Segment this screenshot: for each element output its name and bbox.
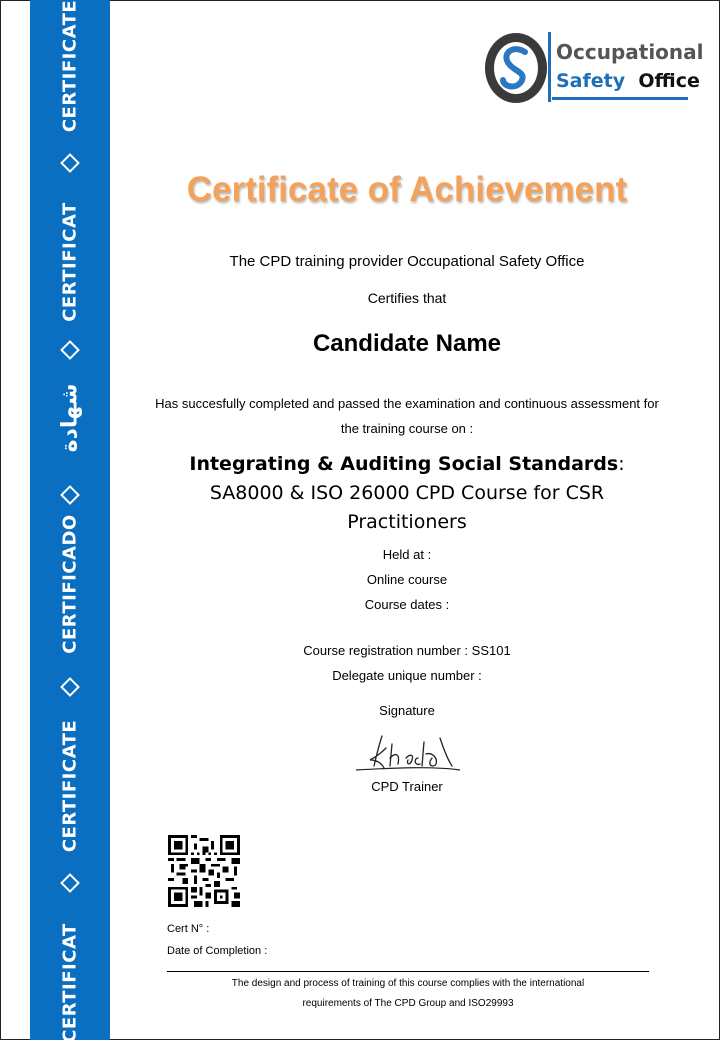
sidebar-word: CERTIFICATE — [59, 719, 81, 853]
signature-label: Signature — [379, 703, 435, 718]
held-at-label: Held at : — [382, 547, 432, 562]
sidebar-word: CERTIFICATE — [59, 0, 81, 133]
course-colon: : — [618, 453, 625, 475]
completion-line-2: the training course on : — [340, 421, 474, 436]
sidebar-word: CERTIFICADO — [59, 514, 81, 654]
course-title-line-2: SA8000 & ISO 26000 CPD Course for CSR — [209, 482, 605, 504]
completion-line-1: Has succesfully completed and passed the examination and continuous assessment for — [155, 396, 659, 411]
signature-icon — [352, 730, 464, 778]
provider-line: The CPD training provider Occupational Safety Office — [229, 253, 585, 270]
sidebar-word: CERTIFICAT — [59, 923, 81, 1043]
logo-underline — [552, 97, 688, 100]
course-dates-label: Course dates : — [364, 597, 450, 612]
certificate-title: Certificate of Achievement — [186, 170, 628, 209]
footer-line-2: requirements of The CPD Group and ISO29993 — [302, 998, 514, 1009]
logo-safety: Safety — [556, 70, 626, 92]
footer-divider — [167, 971, 649, 972]
logo-safety-office — [556, 70, 700, 92]
logo-occupational: Occupational — [556, 40, 704, 64]
candidate-name: Candidate Name — [312, 330, 502, 357]
delegate-number: Delegate unique number : — [332, 668, 482, 683]
sidebar-word: شهادة — [57, 383, 83, 453]
footer-line-1: The design and process of training of this course complies with the international — [231, 978, 585, 989]
course-name-bold: Integrating & Auditing Social Standards — [189, 453, 619, 475]
course-title — [130, 450, 684, 537]
logo-office: Office — [638, 70, 700, 92]
date-of-completion: Date of Completion : — [167, 945, 268, 957]
trainer-label: CPD Trainer — [371, 779, 443, 794]
sidebar-word: CERTIFICAT — [59, 202, 81, 322]
course-title-line-3: Practitioners — [347, 511, 467, 533]
held-at-value: Online course — [366, 572, 448, 587]
certifies-line: Certifies that — [367, 290, 447, 306]
registration-number: Course registration number : SS101 — [303, 643, 511, 658]
qr-code-icon — [166, 835, 242, 907]
cert-number: Cert N° : — [167, 923, 210, 935]
course-title-line-1 — [130, 450, 684, 479]
